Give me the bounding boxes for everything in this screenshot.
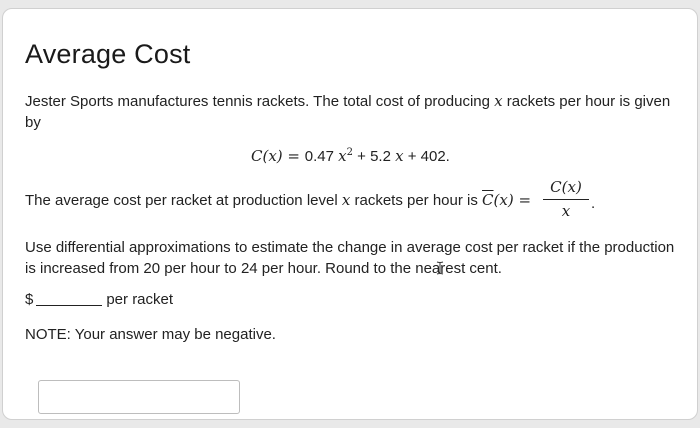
- formula-plus: + 5.2: [352, 148, 396, 165]
- fraction-numerator: C(x): [550, 178, 582, 196]
- page-title: Average Cost: [25, 39, 191, 69]
- intro-line-1: [25, 91, 670, 112]
- currency-symbol: $: [25, 291, 34, 308]
- question-panel: [2, 8, 698, 420]
- intro-line-2: by: [25, 114, 41, 131]
- average-cost-fraction: [543, 178, 589, 220]
- variable-x: x: [494, 92, 503, 110]
- average-cost-symbol: $\overline{C}$: [482, 191, 494, 209]
- answer-blank: [36, 291, 102, 306]
- fraction-denominator: x: [561, 202, 571, 220]
- cost-formula: [251, 147, 450, 165]
- question-line-1: Use differential approximations to estimate the change in average cost per racket if the production: [25, 239, 675, 256]
- formula-equals: =: [282, 147, 305, 165]
- average-cost-sentence: [25, 191, 531, 209]
- fraction-bar: [543, 199, 589, 200]
- formula-lhs: C(x): [251, 147, 283, 165]
- average-text-mid: rackets per hour is: [350, 192, 483, 209]
- intro-text-pre: Jester Sports manufactures tennis rackets. The total cost of producing: [25, 93, 495, 110]
- formula-exponent: 2: [346, 147, 353, 158]
- intro-text-post: rackets per hour is given: [502, 93, 671, 110]
- average-text-pre: The average cost per racket at production level: [25, 192, 342, 209]
- question-line-2: is increased from 20 per hour to 24 per hour. Round to the nearest cent.: [25, 260, 502, 277]
- average-cost-arg: (x): [493, 191, 514, 209]
- text-cursor-icon: [436, 261, 444, 275]
- average-var: x: [341, 191, 351, 209]
- note-text: NOTE: Your answer may be negative.: [25, 326, 276, 343]
- answer-unit: per racket: [106, 291, 174, 308]
- answer-line: [25, 291, 173, 308]
- sentence-period: .: [591, 195, 596, 212]
- formula-var2: x: [395, 147, 404, 165]
- formula-var1: x: [338, 147, 347, 165]
- answer-input[interactable]: [38, 380, 240, 414]
- formula-coef1: 0.47: [304, 148, 339, 165]
- average-equals: =: [513, 191, 532, 209]
- formula-tail: + 402.: [403, 148, 450, 165]
